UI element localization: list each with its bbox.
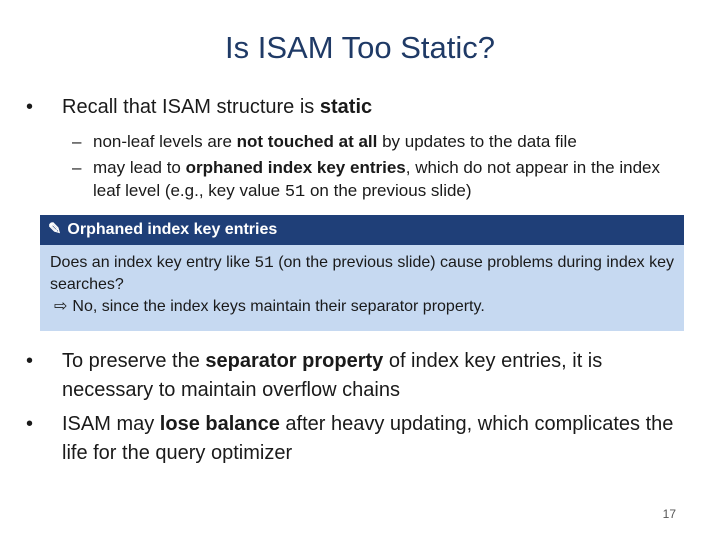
subbullet-text: on the previous slide) [305, 181, 472, 200]
arrow-right-icon: ⇨ [54, 298, 68, 315]
bullet-recall-static [26, 93, 696, 122]
slide-title: Is ISAM Too Static? [225, 30, 495, 65]
callout-answer [50, 296, 674, 318]
callout-box [40, 215, 684, 331]
subbullet-orphaned [72, 156, 692, 204]
key-value-code: 51 [284, 183, 306, 202]
subbullet-text: by updates to the data file [377, 132, 577, 151]
callout-question [50, 252, 674, 296]
subbullet-bold-text: orphaned index key entries [185, 158, 406, 177]
bullet-dot: • [26, 350, 34, 372]
page-number: 17 [662, 507, 676, 521]
callout-question-text: (on the previous slide) cause problems during index key searches? [50, 254, 674, 293]
callout-question-text: Does an index key entry like [50, 254, 255, 271]
bullet-lose-balance [26, 410, 696, 468]
bullet-dot: • [26, 96, 34, 118]
subbullet-dash: – [72, 158, 82, 177]
bullet-bold-text: separator property [205, 350, 384, 372]
pencil-icon: ✎ [48, 221, 62, 238]
subbullet-non-leaf [72, 130, 692, 153]
subbullet-text: non-leaf levels are [93, 132, 237, 151]
bullet-bold-text: static [319, 96, 373, 118]
callout-heading: Orphaned index key entries [67, 221, 278, 238]
callout-body [40, 245, 684, 318]
subbullet-text: may lead to [93, 158, 186, 177]
key-value-code: 51 [254, 254, 274, 272]
subbullet-dash: – [72, 132, 82, 151]
subbullet-text: , which do not appear in the index leaf level (e.g., key value [93, 158, 660, 200]
bullet-text: To preserve the [62, 350, 206, 372]
subbullet-bold-text: not touched at all [236, 132, 378, 151]
bullet-text: of index key entries, it is necessary to maintain overflow chains [62, 350, 603, 401]
bullet-text: after heavy updating, which complicates the life for the query optimizer [62, 413, 674, 464]
bullet-bold-text: lose balance [159, 413, 280, 435]
callout-header [40, 215, 684, 245]
bullet-text: ISAM may [62, 413, 160, 435]
bullet-separator-property [26, 347, 696, 405]
bullet-dot: • [26, 413, 34, 435]
bullet-text: Recall that ISAM structure is [62, 96, 320, 118]
callout-answer-text: No, since the index keys maintain their separator property. [72, 298, 485, 315]
